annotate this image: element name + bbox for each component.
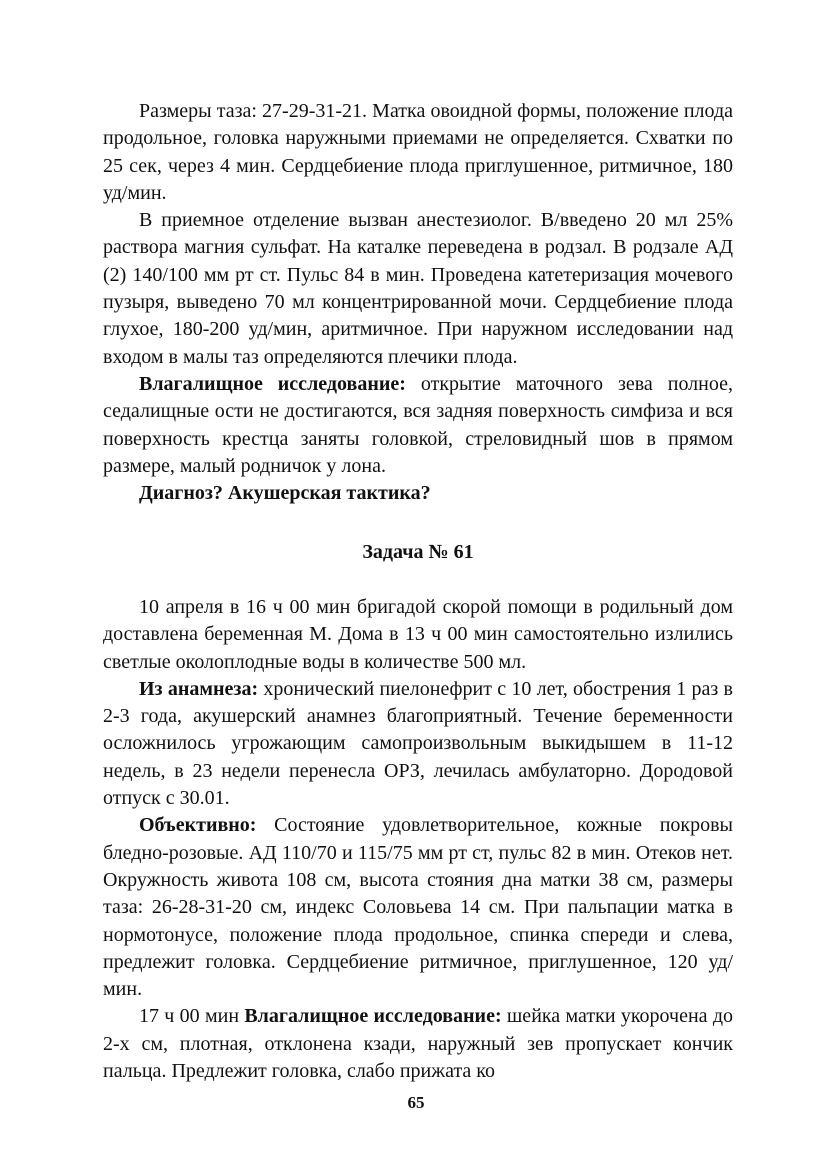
task-question: Диагноз? Акушерская тактика? (139, 482, 431, 505)
task-title: Задача № 61 (362, 541, 474, 563)
page-number: 65 (407, 1093, 425, 1112)
paragraph-intro: 10 апреля в 16 ч 00 мин бригадой скорой помощи в родильный дом доставлена беременная М. Дома в 13 ч 00 мин самостоятельно излились светлые околоплодные воды в количестве 500 мл. (103, 596, 733, 673)
objective-label: Объективно: (139, 814, 257, 837)
exam-label: Влагалищное исследование: (244, 1005, 502, 1028)
exam-time: 17 ч 00 мин (139, 1005, 245, 1028)
task-61-body (103, 594, 733, 1085)
exam-text: шейка матки укорочена до 2-х см, плотная, отклонена кзади, наружный зев пропускает кончик пальца. Предлежит головка, слабо прижата ко (103, 1005, 734, 1083)
paragraph-exam (103, 1003, 733, 1085)
anamnesis-text: хронический пиелонефрит с 10 лет, обострения 1 раз в 2-3 года, акушерский анамнез благоприятный. Течение беременности осложнилось угрожающим самопроизвольным выкидышем в 11-12 недель, в 23 недели перенесла ОРЗ, лечилась амбулаторно. Дородовой отпуск с 30.01. (103, 677, 733, 810)
paragraph-pelvis-size: Размеры таза: 27-29-31-21. Матка овоидной формы, положение плода продольное, головка наружными приемами не определяется. Схватки по 25 сек, через 4 мин. Сердцебиение плода приглушенное, ритмичное, 180 уд/мин. (103, 100, 733, 204)
paragraph-admission: В приемное отделение вызван анестезиолог. В/введено 20 мл 25% раствора магния сульфат. На каталке переведена в родзал. В родзале АД (2) 140/100 мм рт ст. Пульс 84 в мин. Проведена катетеризация мочевого пузыря, выведено 70 мл концентрированной мочи. Сердцебиение плода глухое, 180-200 уд/мин, аритмичное. При наружном исследовании над входом в малы таз определяются плечики плода. (103, 209, 733, 368)
vaginal-exam-label: Влагалищное исследование: (139, 372, 406, 395)
anamnesis-label: Из анамнеза: (139, 677, 259, 700)
objective-text: Состояние удовлетворительное, кожные покровы бледно-розовые. АД 110/70 и 115/75 мм рт ст, пульс 82 в мин. Отеков нет. Окружность живота 108 см, высота стояния дна матки 38 см, размеры таза: 26-28-31-20 см, индекс Соловьева 14 см. При пальпации матка в нормотонусе, положение плода продольное, спинка спереди и слева, предлежит головка. Сердцебиение ритмичное, приглушенное, 120 уд/мин. (103, 814, 733, 1001)
vaginal-exam-text: открытие маточного зева полное, седалищные ости не достигаются, вся задняя поверхность симфиза и вся поверхность крестца заняты головкой, стреловидный шов в прямом размере, малый родничок у лона. (103, 372, 733, 477)
previous-task-continuation (103, 98, 733, 507)
paragraph-objective (103, 812, 733, 1003)
paragraph-anamnesis (103, 676, 733, 812)
paragraph-vaginal-exam (103, 371, 733, 480)
